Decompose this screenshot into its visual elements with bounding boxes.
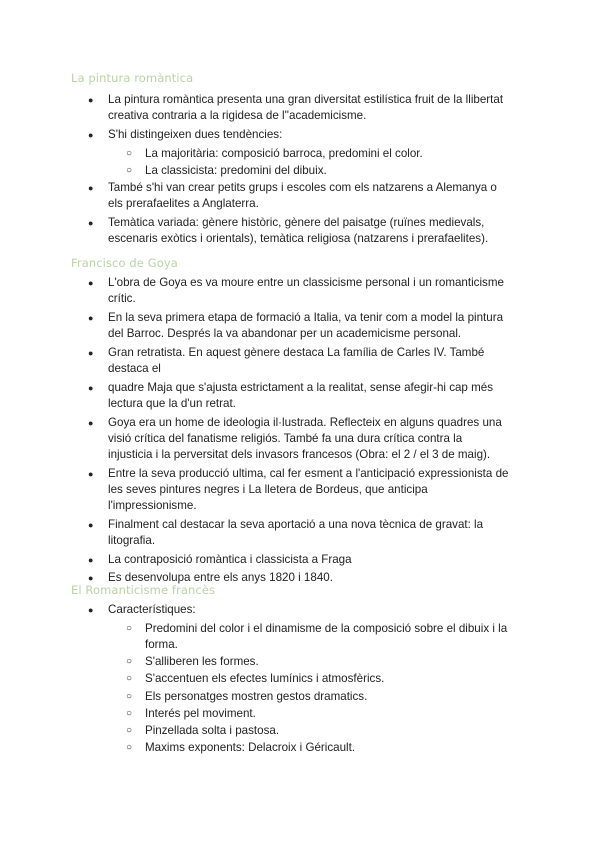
bullet-disc-icon: ● <box>88 183 94 194</box>
bullet-circle-icon: ○ <box>126 707 133 719</box>
bullet-disc-icon: ● <box>88 554 94 565</box>
bullet-disc-icon: ● <box>88 573 94 584</box>
list-item: ● Gran retratista. En aquest gènere destaca La família de Carles IV. També destaca el <box>88 345 485 376</box>
list-subitem: ○ Els personatges mostren gestos dramatics. <box>0 689 600 705</box>
list-subitem: ○ Interés pel moviment. <box>0 706 600 722</box>
bullet-circle-icon: ○ <box>126 147 133 159</box>
list-item: ● Característiques: <box>0 602 600 618</box>
list-item: ● També s'hi van crear petits grups i escoles com els natzarens a Alemanya o els prerafaelites a Anglaterra. <box>88 181 497 211</box>
section-heading-francisco-de-goya: Francisco de Goya <box>71 256 178 270</box>
list-romanticisme-frances <box>0 602 600 757</box>
bullet-disc-icon: ● <box>88 382 94 393</box>
list-subitem: ○ Maxims exponents: Delacroix i Géricault. <box>0 740 600 756</box>
bullet-circle-icon: ○ <box>126 164 133 176</box>
list-francisco-de-goya <box>0 275 600 589</box>
bullet-disc-icon: ● <box>88 519 94 530</box>
bullet-circle-icon: ○ <box>126 622 133 634</box>
bullet-disc-icon: ● <box>88 347 94 358</box>
bullet-disc-icon: ● <box>88 605 94 615</box>
bullet-circle-icon: ○ <box>126 690 133 702</box>
list-subitem: ○ Predomini del color i el dinamisme de la composició sobre el dibuix i la forma. <box>126 621 508 651</box>
list-subitem: ○ La majoritària: composició barroca, predomini el color. <box>0 146 600 162</box>
list-item: ● L'obra de Goya es va moure entre un classicisme personal i un romanticisme crític. <box>88 276 504 306</box>
bullet-circle-icon: ○ <box>126 656 133 668</box>
bullet-disc-icon: ● <box>88 312 94 323</box>
list-subitem: ○ Pinzellada solta i pastosa. <box>0 723 600 739</box>
list-item: ● En la seva primera etapa de formació a Italia, va tenir com a model la pintura del Barroc. Després la va abandonar per un academicisme personal. <box>88 310 504 341</box>
bullet-disc-icon: ● <box>88 95 94 105</box>
list-item: ● Temàtica variada: gènere històric, gènere del paisatge (ruïnes medievals, escenaris exòtics i orientals), temàtica religiosa (natzarens i prerafaelites). <box>88 215 489 246</box>
section-heading-romanticisme-frances: El Romanticisme francès <box>71 583 216 597</box>
list-item: ● Finalment cal destacar la seva aportació a una nova tècnica de gravat: la litografia. <box>88 517 484 548</box>
list-subitem: ○ S'alliberen les formes. <box>0 654 600 670</box>
bullet-circle-icon: ○ <box>126 673 133 685</box>
list-item: ● La pintura romàntica presenta una gran diversitat estilística fruit de la llibertat creativa contraria a la rigidesa de l''academicisme. <box>88 93 504 123</box>
list-pintura-romantica <box>0 92 600 250</box>
bullet-circle-icon: ○ <box>126 724 133 736</box>
list-item: ● quadre Maja que s'ajusta estrictament a la realitat, sense afegir-hi cap més lectura que la d'un retrat. <box>88 380 494 410</box>
bullet-disc-icon: ● <box>88 129 94 140</box>
list-subitem: ○ S'accentuen els efectes lumínics i atmosfèrics. <box>0 671 600 687</box>
list-item: ● Entre la seva producció ultima, cal fer esment a l'anticipació expressionista de les seves pintures negres i La lletera de Bordeus, que anticipa l'impressionisme. <box>88 466 509 513</box>
list-item: ● La contraposició romàntica i classicista a Fraga <box>0 552 600 568</box>
section-heading-pintura-romantica: La pintura romàntica <box>71 71 194 85</box>
list-item: ● Goya era un home de ideologia il·lustrada. Reflecteix en alguns quadres una visió crítica del fanatisme religiós. També fa una dura crítica contra la injusticia i la perversitat dels invasors francesos (Obra: el 2 / el 3 de maig). <box>88 415 502 462</box>
list-item: ● Es desenvolupa entre els anys 1820 i 1840. <box>0 570 600 586</box>
bullet-disc-icon: ● <box>88 468 94 479</box>
bullet-disc-icon: ● <box>88 278 94 288</box>
bullet-disc-icon: ● <box>88 217 94 228</box>
bullet-circle-icon: ○ <box>126 742 133 754</box>
list-item: ● S'hi distingeixen dues tendències: <box>0 127 600 143</box>
list-subitem: ○ La classicista: predomini del dibuix. <box>0 163 600 179</box>
bullet-disc-icon: ● <box>88 417 94 428</box>
